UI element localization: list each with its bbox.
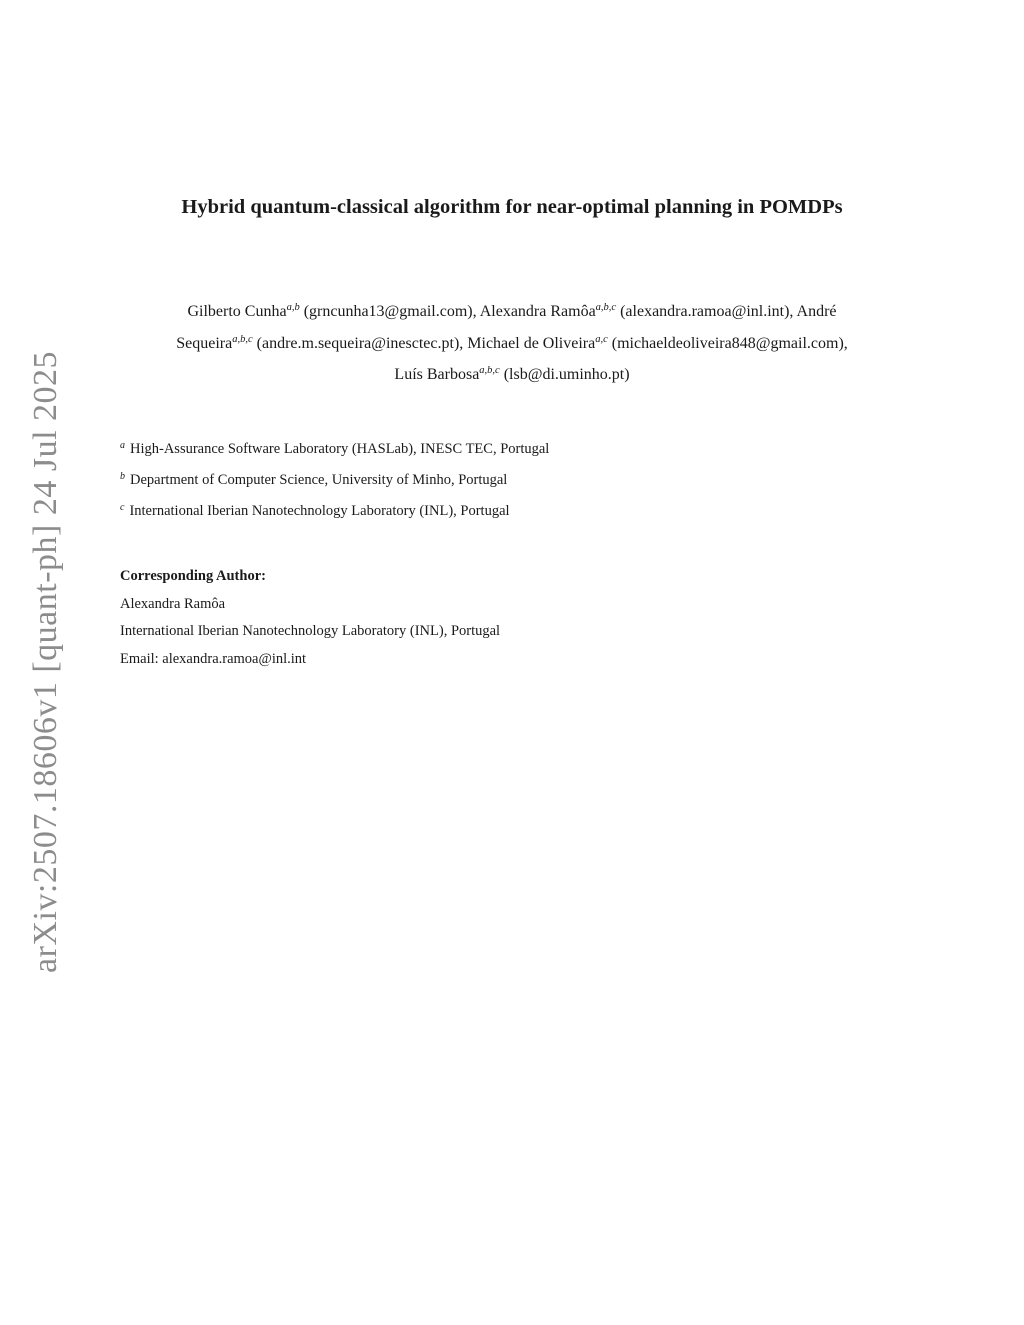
affiliation-item [120,494,549,525]
author-email: (grncunha13@gmail.com), [299,303,480,320]
author-affiliation-marker: a,b,c [595,302,617,313]
author-affiliation-marker: a,c [595,333,608,345]
affiliation-list [120,432,549,525]
paper-title: Hybrid quantum-classical algorithm for near-optimal planning in POMDPs [181,196,843,218]
author-affiliation-marker: a,b [286,302,300,313]
affiliation-text: Department of Computer Science, University of Minho, Portugal [130,472,508,488]
corresponding-author-institution: International Iberian Nanotechnology Laboratory (INL), Portugal [120,623,501,639]
corresponding-author-heading: Corresponding Author: [120,568,266,584]
author-line-1 [120,296,904,328]
author-email: (alexandra.ramoa@inl.int), André [616,303,837,320]
author-affiliation-marker: a,b,c [232,333,253,345]
author-name: Gilberto Cunha [187,303,287,320]
affiliation-item [120,432,549,463]
author-email: (lsb@di.uminho.pt) [499,366,630,383]
corresponding-author-block [120,563,500,673]
author-line-2 [120,328,904,360]
corresponding-author-name: Alexandra Ramôa [120,595,226,612]
author-name: Luís Barbosa [394,366,480,383]
author-name: Sequeira [176,334,233,352]
affiliation-text: High-Assurance Software Laboratory (HASLab), INESC TEC, Portugal [130,441,550,457]
author-affiliation-marker: a,b,c [479,365,500,376]
affiliation-marker: a [120,440,125,451]
affiliation-marker: b [120,471,125,482]
author-email: (andre.m.sequeira@inesctec.pt), [252,334,468,352]
author-name: Alexandra Ramôa [479,303,596,320]
corresponding-author-email: Email: alexandra.ramoa@inl.int [120,650,307,667]
affiliation-marker: c [120,502,125,513]
author-name: Michael de Oliveira [467,334,596,352]
affiliation-item [120,463,549,494]
arxiv-identifier-stamp: arXiv:2507.18606v1 [quant-ph] 24 Jul 2025 [27,350,64,974]
author-email: (michaeldeoliveira848@gmail.com), [607,334,848,352]
author-line-3 [120,359,904,391]
author-list [120,296,904,391]
affiliation-text: International Iberian Nanotechnology Laboratory (INL), Portugal [129,503,510,519]
